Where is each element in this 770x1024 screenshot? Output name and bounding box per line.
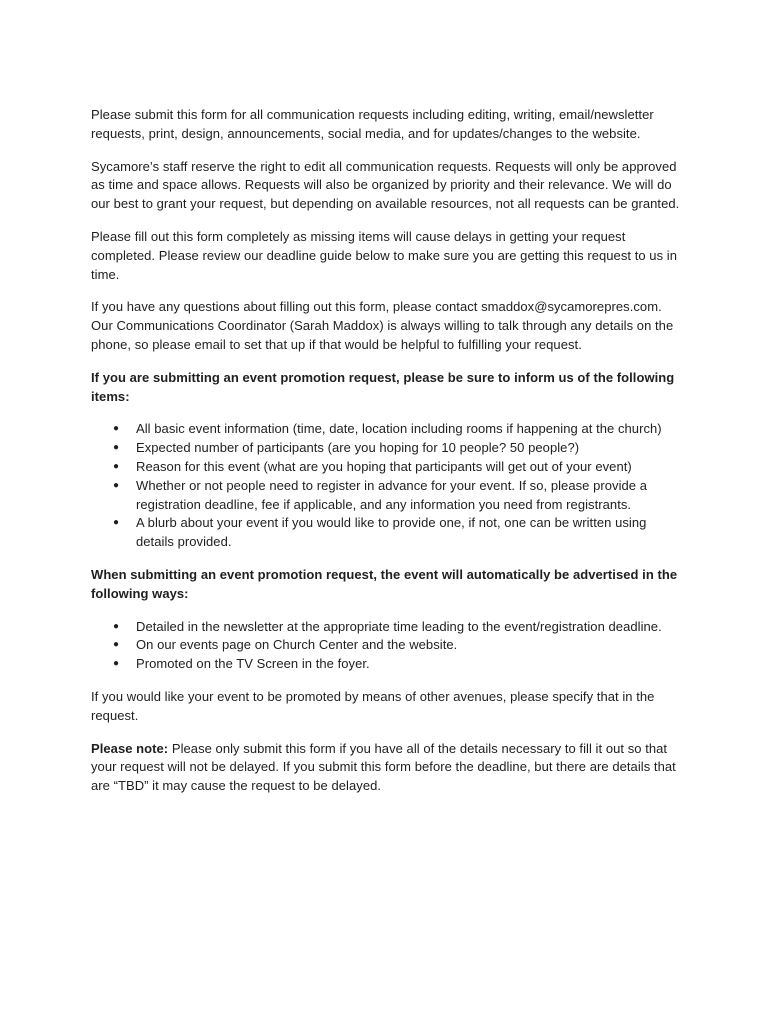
list-item-text: Reason for this event (what are you hoping that participants will get out of your event) bbox=[136, 458, 632, 474]
bullet-icon: ● bbox=[113, 620, 120, 632]
note-label: Please note: bbox=[91, 740, 169, 756]
list-item-text: A blurb about your event if you would like to provide one, if not, one can be written using details provided. bbox=[136, 515, 647, 550]
list-item-text: Whether or not people need to register in advance for your event. If so, please provide a registration deadline, fee if applicable, and any information you need from registrants. bbox=[136, 477, 648, 512]
bullet-icon: ● bbox=[113, 442, 120, 454]
questions-paragraph: If you have any questions about filling out this form, please contact smaddox@sycamorepres.com. Our Communications Coordinator (Sarah Maddox) is always willing to talk through any details on the phone, so please email to set that up if that would be helpful to fulfilling your request. bbox=[91, 299, 674, 352]
bullet-icon: ● bbox=[113, 460, 120, 472]
note-text: Please only submit this form if you have all of the details necessary to fill it out so that your request will not be delayed. If you submit this form before the deadline, but there are details that are “TBD” it may cause the request to be delayed. bbox=[91, 740, 676, 794]
list-item bbox=[113, 655, 680, 674]
event-items-heading: If you are submitting an event promotion request, please be sure to inform us of the following items: bbox=[91, 369, 675, 404]
list-item-text: Promoted on the TV Screen in the foyer. bbox=[136, 656, 370, 672]
list-item bbox=[113, 636, 680, 655]
bullet-icon: ● bbox=[113, 658, 120, 670]
list-item bbox=[113, 458, 680, 477]
list-item bbox=[113, 439, 680, 458]
bullet-icon: ● bbox=[113, 479, 120, 491]
bullet-icon: ● bbox=[113, 517, 120, 529]
list-item bbox=[113, 420, 680, 439]
bullet-icon: ● bbox=[113, 639, 120, 651]
list-item-text: Detailed in the newsletter at the appropriate time leading to the event/registration deadline. bbox=[136, 618, 662, 634]
advertised-list bbox=[91, 618, 680, 674]
intro-paragraph: Please submit this form for all communication requests including editing, writing, email/newsletter requests, print, design, announcements, social media, and for updates/changes to the website. bbox=[91, 107, 654, 141]
advertised-heading: When submitting an event promotion request, the event will automatically be advertised in the following ways: bbox=[91, 566, 678, 601]
list-item-text: On our events page on Church Center and the website. bbox=[136, 637, 458, 653]
list-item bbox=[113, 618, 680, 637]
list-item-text: Expected number of participants (are you hoping for 10 people? 50 people?) bbox=[136, 440, 580, 456]
list-item-text: All basic event information (time, date, location including rooms if happening at the church) bbox=[136, 421, 662, 437]
list-item bbox=[113, 477, 680, 515]
other-avenues-paragraph: If you would like your event to be promoted by means of other avenues, please specify that in the request. bbox=[91, 688, 655, 723]
fill-out-paragraph: Please fill out this form completely as missing items will cause delays in getting your request completed. Please review our deadline guide below to make sure you are getting this request to us in time. bbox=[91, 228, 678, 282]
note-paragraph bbox=[91, 740, 680, 796]
staff-rights-paragraph: Sycamore’s staff reserve the right to edit all communication requests. Requests will only be approved as time and space allows. Requests will also be organized by priority and their relevance. We will do our best to grant your request, but depending on available resources, not all requests can be granted. bbox=[91, 158, 680, 212]
event-items-list bbox=[91, 420, 680, 552]
list-item bbox=[113, 514, 680, 552]
bullet-icon: ● bbox=[113, 423, 120, 435]
